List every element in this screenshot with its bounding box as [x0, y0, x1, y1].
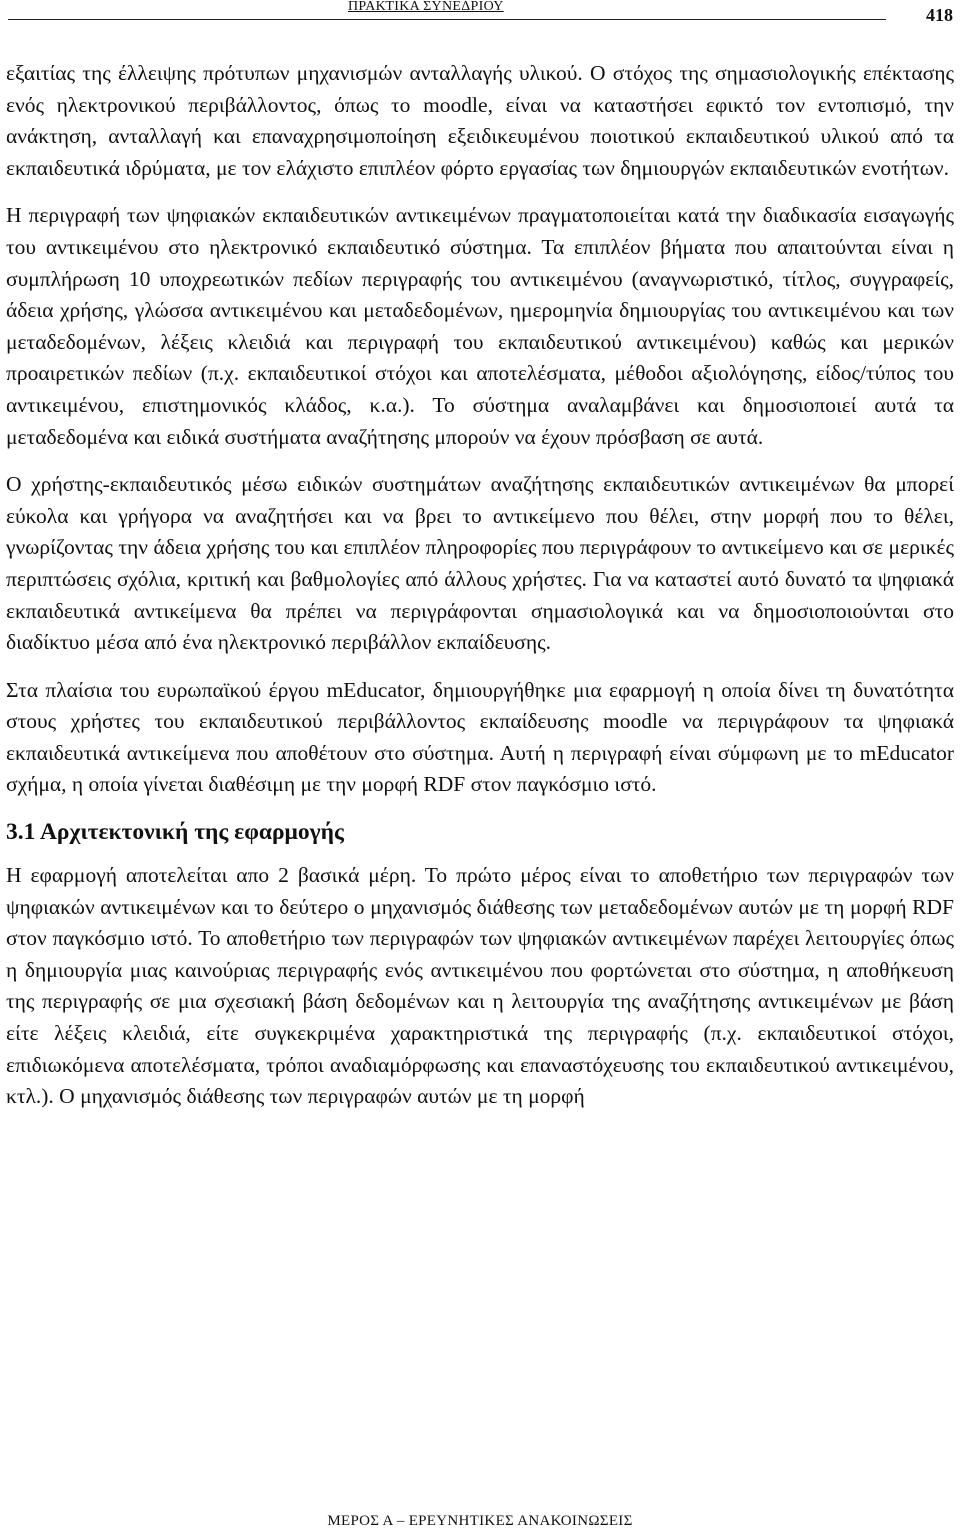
page-header [8, 0, 953, 25]
page-number: 418 [926, 5, 953, 25]
running-title: ΠΡΑΚΤΙΚΑ ΣΥΝΕΔΡΙΟΥ [348, 0, 504, 14]
paragraph-4: Στα πλαίσια του ευρωπαϊκού έργου mEducator, δημιουργήθηκε μια εφαρμογή η οποία δίνει τη δυνατότητα στους χρήστες του εκπαιδευτικού περιβάλλοντος εκπαίδευσης moodle να περιγράφουν τα ψηφιακά εκπαιδευτικά αντικείμενα που αποθέτουν στο σύστημα. Αυτή η περιγραφή είναι σύμφωνη με το mEducator σχήμα, η οποία γίνεται διαθέσιμη με την μορφή RDF στον παγκόσμιο ιστό. [6, 677, 954, 797]
paragraph-2: Η περιγραφή των ψηφιακών εκπαιδευτικών αντικειμένων πραγματοποιείται κατά την διαδικασία εισαγωγής του αντικειμένου στο ηλεκτρονικό εκπαιδευτικό σύστημα. Τα επιπλέον βήματα που απαιτούνται είναι η συμπλήρωση 10 υποχρεωτικών πεδίων περιγραφής του αντικειμένου (αναγνωριστικό, τίτλος, συγγραφείς, άδεια χρήσης, γλώσσα αντικειμένου και μεταδεδομένων, ημερομηνία δημιουργίας του αντικειμένου και των μεταδεδομένων, λέξεις κλειδιά και περιγραφή του εκπαιδευτικού αντικειμένου) καθώς και μερικών προαιρετικών πεδίων (π.χ. εκπαιδευτικοί στόχοι και αποτελέσματα, μέθοδοι αξιολόγησης, είδος/τύπος του αντικειμένου, επιστημονικός κλάδος, κ.α.). Το σύστημα αναλαμβάνει και δημοσιοποιεί αυτά τα μεταδεδομένα και ειδικά συστήματα αναζήτησης μπορούν να έχουν πρόσβαση σε αυτά. [6, 203, 954, 449]
page-footer: ΜΕΡΟΣ Α – ΕΡΕΥΝΗΤΙΚΕΣ ΑΝΑΚΟΙΝΩΣΕΙΣ [327, 1513, 633, 1529]
page-body [6, 58, 954, 1129]
paragraph-1: εξαιτίας της έλλειψης πρότυπων μηχανισμών ανταλλαγής υλικού. Ο στόχος της σημασιολογικής επέκτασης ενός ηλεκτρονικού περιβάλλοντος, όπως το moodle, είναι να καταστήσει εφικτό τον εντοπισμό, την ανάκτηση, ανταλλαγή και επαναχρησιμοποίηση εξειδικευμένου ποιοτικού εκπαιδευτικού υλικού από τα εκπαιδευτικά ιδρύματα, με τον ελάχιστο επιπλέον φόρτο εργασίας των δημιουργών εκπαιδευτικών ενοτήτων. [6, 61, 954, 180]
paragraph-5: Η εφαρμογή αποτελείται απο 2 βασικά μέρη. Το πρώτο μέρος είναι το αποθετήριο των περιγραφών των ψηφιακών αντικειμένων και το δεύτερο ο μηχανισμός διάθεσης των μεταδεδομένων αυτών με τη μορφή RDF στον παγκόσμιο ιστό. Το αποθετήριο των περιγραφών των ψηφιακών αντικειμένων παρέχει λειτουργίες όπως η δημιουργία μιας καινούριας περιγραφής ενός αντικειμένου που φορτώνεται στο σύστημα, η αποθήκευση της περιγραφής σε μια σχεσιακή βάση δεδομένων και η λειτουργία της αναζήτησης αντικειμένων με βάση είτε λέξεις κλειδιά, είτε συγκεκριμένα χαρακτηριστικά της περιγραφής (π.χ. εκπαιδευτικοί στόχοι, επιδιωκόμενα αποτελέσματα, τρόποι αναδιαμόρφωσης και επαναστόχευσης του εκπαιδευτικού αντικειμένου, κτλ.). Ο μηχανισμός διάθεσης των περιγραφών αυτών με τη μορφή [6, 863, 954, 1109]
section-heading: 3.1 Αρχιτεκτονική της εφαρμογής [6, 819, 344, 846]
paragraph-3: Ο χρήστης-εκπαιδευτικός μέσω ειδικών συστημάτων αναζήτησης εκπαιδευτικών αντικειμένων θα μπορεί εύκολα και γρήγορα να αναζητήσει και να βρει το αντικείμενο που θέλει, στην μορφή που το θέλει, γνωρίζοντας την άδεια χρήσης του και επιπλέον πληροφορίες που περιγράφουν το αντικείμενο και σε μερικές περιπτώσεις σχόλια, κριτική και βαθμολογίες από άλλους χρήστες. Για να καταστεί αυτό δυνατό τα ψηφιακά εκπαιδευτικά αντικείμενα θα πρέπει να περιγράφονται σημασιολογικά και να δημοσιοποιούνται στο διαδίκτυο μέσα από ένα ηλεκτρονικό περιβάλλον εκπαίδευσης. [6, 472, 954, 655]
